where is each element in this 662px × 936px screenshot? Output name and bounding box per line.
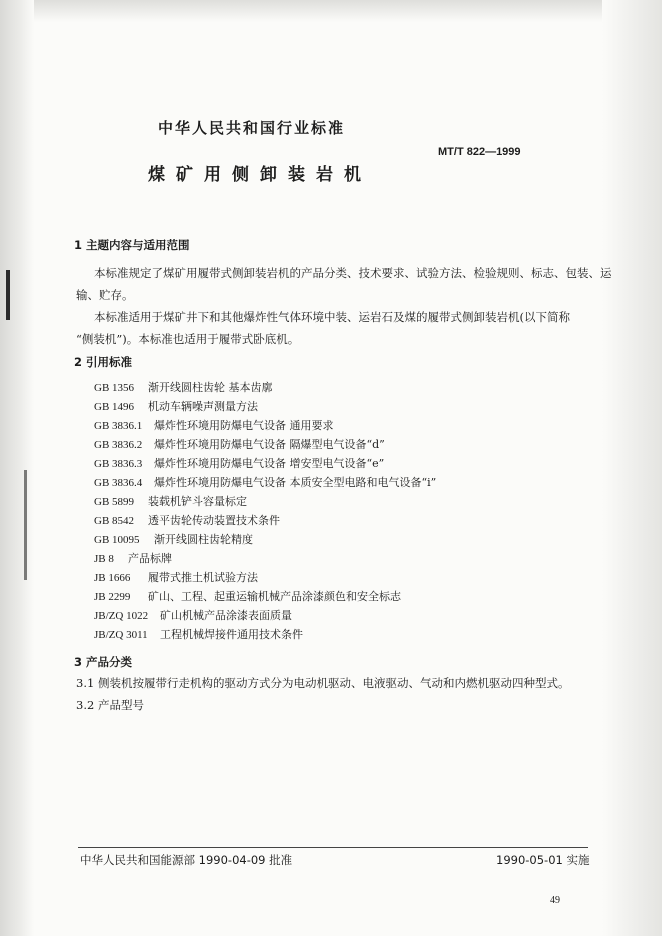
- reference-title: 爆炸性环境用防爆电气设备 隔爆型电气设备“d”: [154, 438, 385, 451]
- reference-item: [94, 436, 385, 452]
- reference-item: [94, 493, 247, 509]
- reference-title: 爆炸性环境用防爆电气设备 增安型电气设备“e”: [154, 457, 385, 470]
- reference-title: 矿山机械产品涂漆表面质量: [160, 609, 292, 622]
- approval-line: 中华人民共和国能源部 1990-04-09 批准: [80, 853, 293, 867]
- reference-code: GB 3836.3: [94, 458, 143, 470]
- reference-code: JB 8: [94, 553, 114, 565]
- footer-divider: [78, 847, 588, 848]
- reference-code: JB 1666: [94, 572, 131, 584]
- reference-item: [94, 569, 258, 585]
- issuing-body-title: 中华人民共和国行业标准: [158, 119, 346, 137]
- effective-date: 1990-05-01 实施: [496, 853, 590, 867]
- reference-title: 装载机铲斗容量标定: [148, 495, 247, 508]
- document-title: 煤矿用侧卸装岩机: [148, 165, 372, 185]
- reference-item: [94, 550, 172, 566]
- section-1-paragraph-1-line-2: 输、贮存。: [76, 288, 134, 302]
- section-1-paragraph-2-line-1: 本标准适用于煤矿井下和其他爆炸性气体环境中装、运岩石及煤的履带式侧卸装岩机(以下简称: [94, 310, 570, 324]
- reference-item: [94, 588, 401, 604]
- section-1-heading: 1 主题内容与适用范围: [74, 238, 190, 252]
- reference-title: 工程机械焊接件通用技术条件: [160, 628, 303, 641]
- scan-shadow-right: [602, 0, 662, 936]
- reference-title: 机动车辆噪声测量方法: [148, 400, 258, 413]
- standard-number: MT/T 822—1999: [438, 146, 521, 158]
- reference-code: GB 3836.1: [94, 420, 143, 432]
- reference-code: GB 1496: [94, 401, 135, 413]
- reference-code: GB 1356: [94, 382, 135, 394]
- page-number: 49: [550, 895, 560, 906]
- reference-item: [94, 607, 292, 623]
- reference-title: 履带式推土机试验方法: [148, 571, 258, 584]
- scan-shadow-left: [0, 0, 34, 936]
- reference-title: 爆炸性环境用防爆电气设备 本质安全型电路和电气设备“i”: [154, 476, 437, 489]
- reference-code: GB 3836.4: [94, 477, 143, 489]
- reference-title: 渐开线圆柱齿轮 基本齿廓: [148, 381, 273, 394]
- scan-binding-mark: [6, 270, 10, 320]
- reference-title: 产品标牌: [128, 552, 172, 565]
- reference-code: JB/ZQ 1022: [94, 610, 149, 622]
- reference-title: 渐开线圆柱齿轮精度: [154, 533, 253, 546]
- section-2-heading: 2 引用标准: [74, 355, 133, 369]
- reference-title: 透平齿轮传动装置技术条件: [148, 514, 280, 527]
- reference-code: GB 5899: [94, 496, 135, 508]
- reference-title: 矿山、工程、起重运输机械产品涂漆颜色和安全标志: [148, 590, 401, 603]
- reference-title: 爆炸性环境用防爆电气设备 通用要求: [154, 419, 334, 432]
- scan-binding-mark: [24, 470, 27, 580]
- section-1-paragraph-2-line-2: “侧装机”)。本标准也适用于履带式卧底机。: [76, 332, 300, 346]
- reference-item: [94, 531, 253, 547]
- section-3-heading: 3 产品分类: [74, 655, 133, 669]
- scan-shadow-top: [0, 0, 662, 22]
- section-1-paragraph-1-line-1: 本标准规定了煤矿用履带式侧卸装岩机的产品分类、技术要求、试验方法、检验规则、标志、包装、运: [94, 266, 612, 280]
- reference-code: GB 8542: [94, 515, 135, 527]
- reference-code: GB 3836.2: [94, 439, 143, 451]
- reference-item: [94, 379, 273, 395]
- reference-code: GB 10095: [94, 534, 140, 546]
- reference-item: [94, 417, 334, 433]
- reference-item: [94, 398, 258, 414]
- reference-item: [94, 512, 280, 528]
- section-3-1-text: 3.1 侧装机按履带行走机构的驱动方式分为电动机驱动、电液驱动、气动和内燃机驱动四种型式。: [76, 676, 570, 690]
- reference-item: [94, 455, 384, 471]
- reference-item: [94, 474, 436, 490]
- reference-item: [94, 626, 303, 642]
- reference-code: JB 2299: [94, 591, 131, 603]
- section-3-2-text: 3.2 产品型号: [76, 698, 144, 712]
- reference-code: JB/ZQ 3011: [94, 629, 148, 641]
